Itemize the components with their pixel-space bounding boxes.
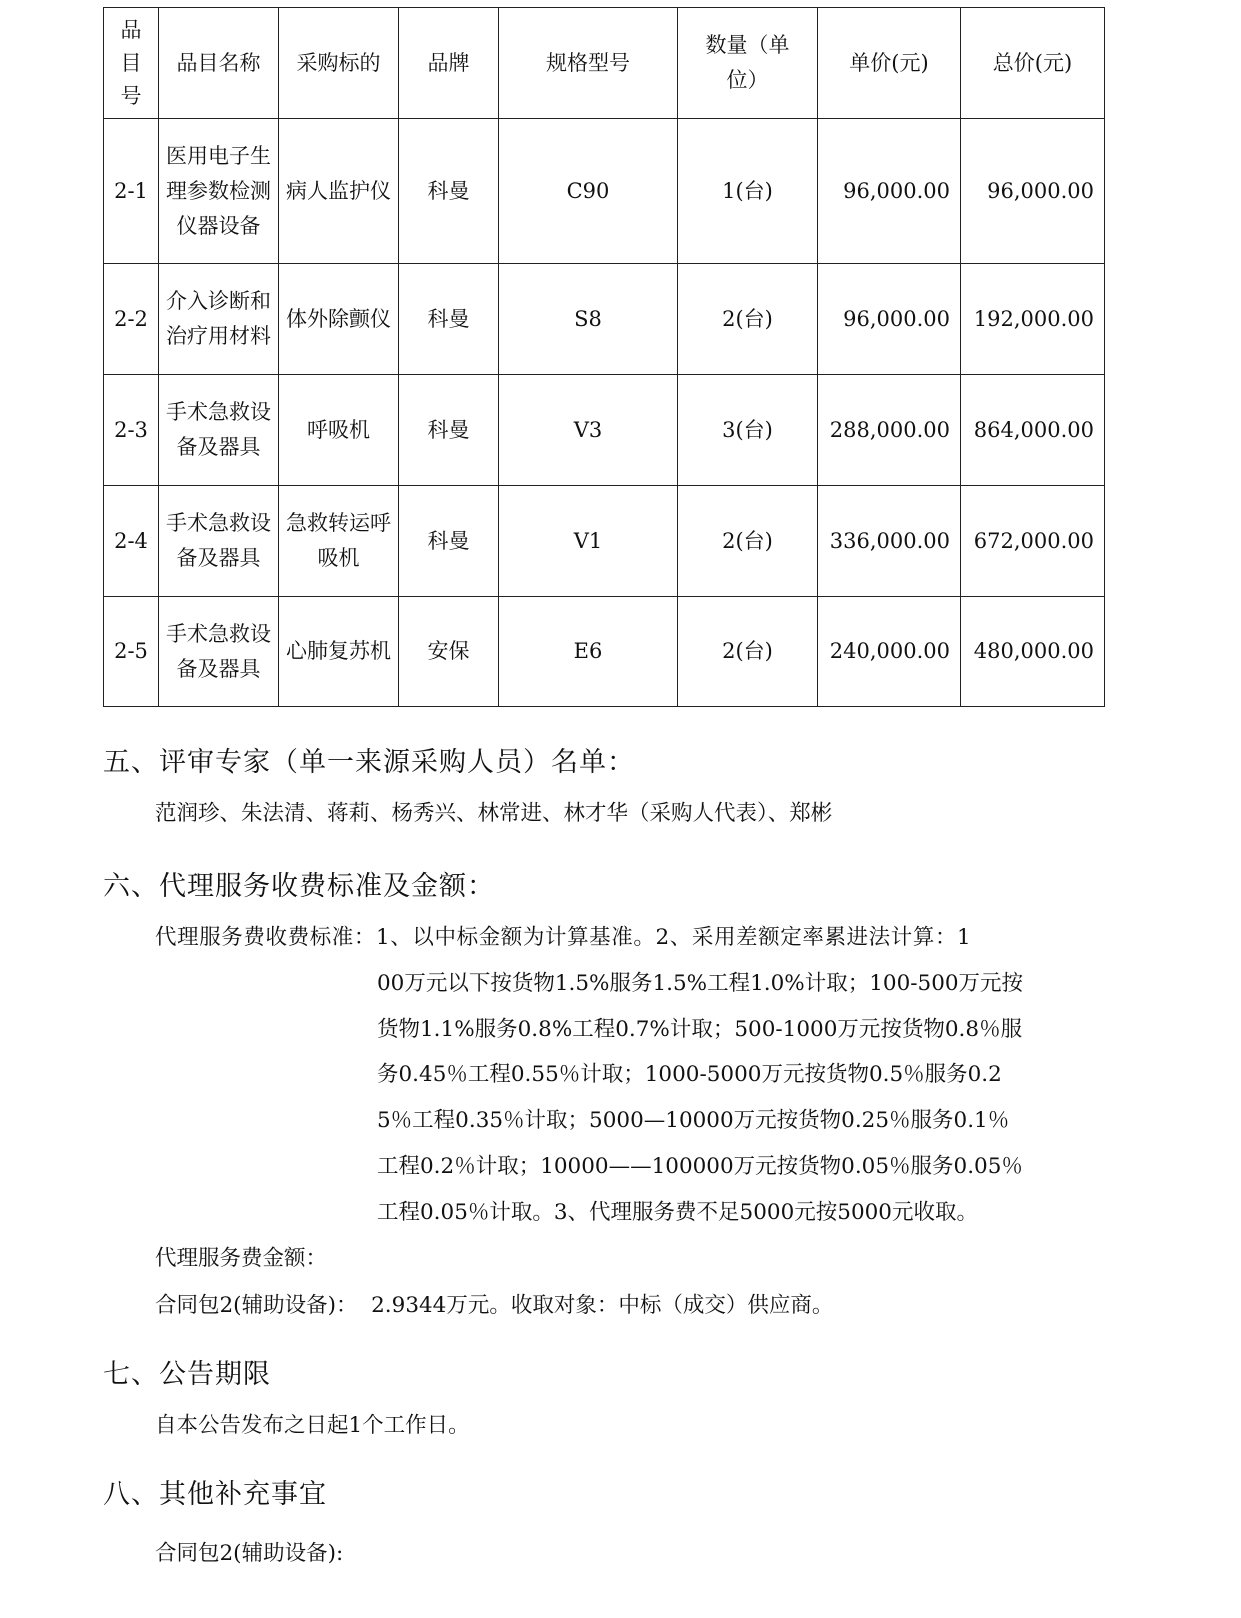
table-cell: S8 [499,264,678,375]
table-cell: 672,000.00 [961,486,1105,597]
fee-line: 务0.45％工程0.55％计取；1000-5000万元按货物0.5％服务0.2 [377,1062,1002,1087]
column-header: 采购标的 [279,8,399,119]
table-cell: 2-4 [104,486,159,597]
table-cell: 心肺复苏机 [279,597,399,707]
table-cell: 安保 [399,597,499,707]
fee-line: 工程0.05％计取。3、代理服务费不足5000元按5000元收取。 [377,1200,978,1225]
table-row [104,597,1105,707]
table-cell: C90 [499,119,678,264]
table-row [104,264,1105,375]
table-row [104,375,1105,486]
supplement-text: 合同包2(辅助设备): [155,1541,344,1566]
column-header: 总价(元) [961,8,1105,119]
table-cell: 2-5 [104,597,159,707]
fee-amount-label: 代理服务费金额： [155,1246,328,1271]
fee-amount: 合同包2(辅助设备)： 2.9344万元。收取对象：中标（成交）供应商。 [155,1293,834,1318]
column-header: 单价(元) [818,8,961,119]
section6-heading: 六、代理服务收费标准及金额： [103,871,495,902]
table-cell: 288,000.00 [818,375,961,486]
table-cell: 医用电子生理参数检测仪器设备 [159,119,279,264]
table-cell: 科曼 [399,264,499,375]
table-row [104,486,1105,597]
table-cell: 手术急救设备及器具 [159,375,279,486]
section8-heading: 八、其他补充事宜 [103,1479,327,1510]
table-cell: 2-3 [104,375,159,486]
fee-line: 货物1.1%服务0.8%工程0.7%计取；500-1000万元按货物0.8％服 [377,1017,1023,1042]
table-cell: 864,000.00 [961,375,1105,486]
table-cell: V3 [499,375,678,486]
fee-line: 00万元以下按货物1.5%服务1.5%工程1.0%计取；100-500万元按 [377,971,1024,996]
table-cell: 2-2 [104,264,159,375]
section5-heading: 五、评审专家（单一来源采购人员）名单： [103,747,635,778]
table-cell: 2(台) [678,486,818,597]
table-cell: 体外除颤仪 [279,264,399,375]
table-cell: 科曼 [399,375,499,486]
table-cell: 480,000.00 [961,597,1105,707]
table-cell: 科曼 [399,119,499,264]
column-header: 数量（单位） [678,8,818,119]
table-cell: 96,000.00 [818,264,961,375]
table-cell: 手术急救设备及器具 [159,486,279,597]
table-cell: 240,000.00 [818,597,961,707]
fee-line: 代理服务费收费标准：1、以中标金额为计算基准。2、采用差额定率累进法计算：1 [155,925,972,950]
table-cell: 急救转运呼吸机 [279,486,399,597]
table-cell: V1 [499,486,678,597]
column-header: 品 目 号 [104,8,159,119]
table-header-row [104,8,1105,119]
fee-line: 5％工程0.35％计取；5000—10000万元按货物0.25％服务0.1％ [377,1108,1010,1133]
notice-period: 自本公告发布之日起1个工作日。 [155,1413,470,1438]
table-cell: E6 [499,597,678,707]
table-cell: 2(台) [678,264,818,375]
table-cell: 336,000.00 [818,486,961,597]
table-cell: 96,000.00 [961,119,1105,264]
table-cell: 2(台) [678,597,818,707]
table-cell: 192,000.00 [961,264,1105,375]
table-cell: 96,000.00 [818,119,961,264]
column-header: 品牌 [399,8,499,119]
table-cell: 病人监护仪 [279,119,399,264]
table-row [104,119,1105,264]
table-cell: 科曼 [399,486,499,597]
table-cell: 呼吸机 [279,375,399,486]
table-cell: 介入诊断和治疗用材料 [159,264,279,375]
table-cell: 3(台) [678,375,818,486]
column-header: 规格型号 [499,8,678,119]
table-cell: 手术急救设备及器具 [159,597,279,707]
section7-heading: 七、公告期限 [103,1359,271,1390]
table-cell: 1(台) [678,119,818,264]
table-cell: 2-1 [104,119,159,264]
expert-list: 范润珍、朱法清、蒋莉、杨秀兴、林常进、林才华（采购人代表）、郑彬 [155,801,833,826]
fee-line: 工程0.2％计取；10000——100000万元按货物0.05％服务0.05％ [377,1154,1023,1179]
column-header: 品目名称 [159,8,279,119]
procurement-table [103,7,1105,707]
